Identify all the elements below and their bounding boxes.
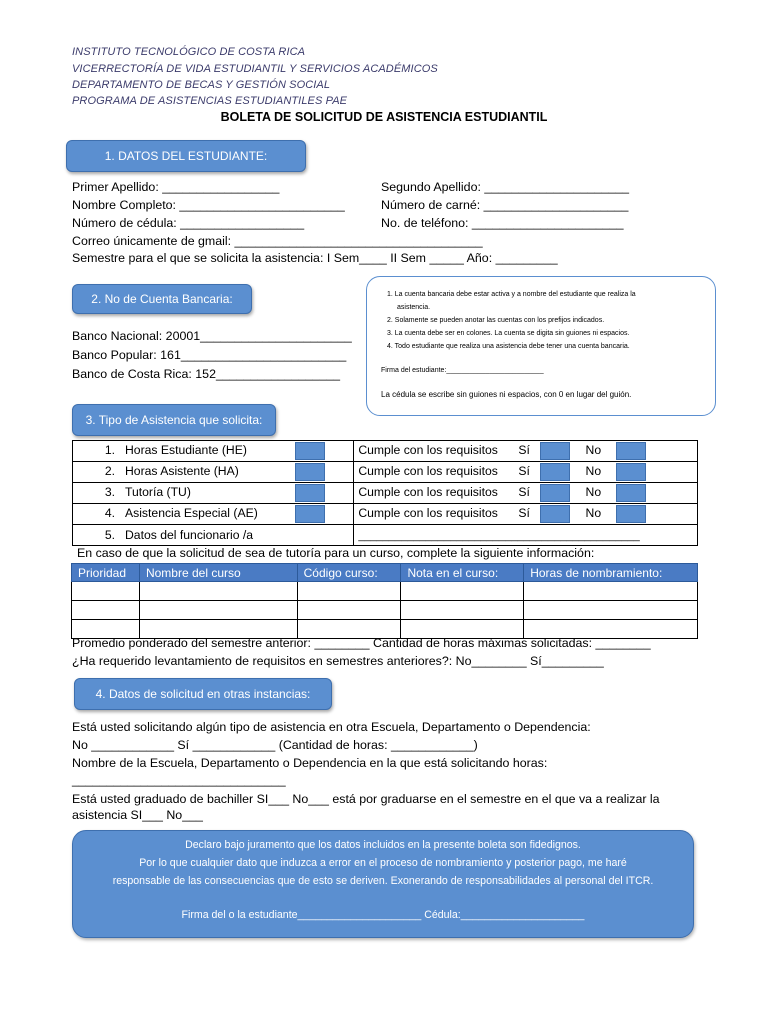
assistance-row xyxy=(73,462,698,483)
no-label: No xyxy=(585,506,602,521)
department-name: DEPARTAMENTO DE BECAS Y GESTIÓN SOCIAL xyxy=(72,79,331,91)
assistance-name: Asistencia Especial (AE) xyxy=(125,506,258,521)
assistance-type-cell xyxy=(73,462,354,483)
assistance-num: 4. xyxy=(104,506,115,521)
note-1: 1. La cuenta bancaria debe estar activa y a nombre del estudiante que realiza la xyxy=(387,291,636,298)
assistance-type-cell xyxy=(73,441,354,462)
si-checkbox[interactable] xyxy=(540,505,570,523)
no-label: No xyxy=(585,485,602,500)
course-cell[interactable] xyxy=(524,601,698,620)
assistance-row xyxy=(73,525,698,546)
si-checkbox[interactable] xyxy=(540,442,570,460)
si-label: Sí xyxy=(518,464,530,479)
firma-estudiante-field[interactable]: Firma del estudiante:_________________________ xyxy=(381,367,544,374)
course-cell[interactable] xyxy=(139,582,297,601)
declaration-line-2: Por lo que cualquier dato que induzca a error en el proceso de nombramiento y posterior pago, me haré xyxy=(139,857,627,869)
assistance-name: Horas Asistente (HA) xyxy=(125,464,239,479)
assistance-checkbox-he[interactable] xyxy=(295,442,325,460)
banco-costa-rica-field[interactable]: Banco de Costa Rica: 152__________________ xyxy=(72,367,340,381)
no-checkbox[interactable] xyxy=(616,442,646,460)
nombre-completo-field[interactable]: Nombre Completo: ________________________ xyxy=(72,198,345,212)
assistance-num: 1. xyxy=(104,443,115,458)
assistance-num: 2. xyxy=(104,464,115,479)
assistance-type-cell xyxy=(73,504,354,525)
semestre-field[interactable]: Semestre para el que se solicita la asistencia: I Sem____ II Sem _____ Año: _________ xyxy=(72,251,558,265)
no-checkbox[interactable] xyxy=(616,463,646,481)
assistance-checkbox-ae[interactable] xyxy=(295,505,325,523)
requirements-cell xyxy=(354,483,698,504)
declaration-line-1: Declaro bajo juramento que los datos incluidos en la presente boleta son fidedignos. xyxy=(185,839,581,851)
levantamiento-field[interactable]: ¿Ha requerido levantamiento de requisitos en semestres anteriores?: No________ Sí_________ xyxy=(72,654,604,668)
si-label: Sí xyxy=(518,506,530,521)
assistance-checkbox-tu[interactable] xyxy=(295,484,325,502)
no-checkbox[interactable] xyxy=(616,484,646,502)
course-cell[interactable] xyxy=(401,601,524,620)
assistance-checkbox-ha[interactable] xyxy=(295,463,325,481)
note-3: 3. La cuenta debe ser en colones. La cuenta se digita sin guiones ni espacios. xyxy=(387,330,630,337)
si-checkbox[interactable] xyxy=(540,484,570,502)
otra-asistencia-question: Está usted solicitando algún tipo de asistencia en otra Escuela, Departamento o Dependencia: xyxy=(72,720,591,734)
bachiller-question[interactable]: Está usted graduado de bachiller SI___ No___ está por graduarse en el semestre en el que va a realizar la xyxy=(72,792,660,806)
cumple-label: Cumple con los requisitos xyxy=(358,443,498,458)
funcionario-line: ______________________________________________ xyxy=(358,530,640,542)
section-2-label: 2. No de Cuenta Bancaria: xyxy=(91,292,233,306)
otra-asistencia-options[interactable]: No ____________ Sí ____________ (Cantidad de horas: ____________) xyxy=(72,738,478,752)
section-1-header xyxy=(66,140,306,172)
assistance-type-cell xyxy=(73,525,354,546)
cumple-label: Cumple con los requisitos xyxy=(358,485,498,500)
assistance-name: Horas Estudiante (HE) xyxy=(125,443,247,458)
course-header-row xyxy=(72,564,698,582)
requirements-cell xyxy=(354,504,698,525)
course-row xyxy=(72,582,698,601)
institution-name: INSTITUTO TECNOLÓGICO DE COSTA RICA xyxy=(72,46,306,58)
dependencia-question: Nombre de la Escuela, Departamento o Dependencia en la que está solicitando horas: xyxy=(72,756,548,770)
assistance-name: Datos del funcionario /a xyxy=(125,528,254,542)
document-title: BOLETA DE SOLICITUD DE ASISTENCIA ESTUDIANTIL xyxy=(220,110,548,124)
no-label: No xyxy=(585,443,602,458)
bachiller-question-cont[interactable]: asistencia SI___ No___ xyxy=(72,808,203,822)
assistance-row xyxy=(73,441,698,462)
cumple-label: Cumple con los requisitos xyxy=(358,506,498,521)
assistance-row xyxy=(73,504,698,525)
promedio-field[interactable]: Promedio ponderado del semestre anterior: ________ Cantidad de horas máximas solicitadas: ________ xyxy=(72,636,651,650)
numero-carne-field[interactable]: Número de carné: _____________________ xyxy=(381,198,629,212)
cedula-note: La cédula se escribe sin guiones ni espacios, con 0 en lugar del guión. xyxy=(381,390,632,399)
course-cell[interactable] xyxy=(72,601,140,620)
note-1-cont: asistencia. xyxy=(397,304,431,311)
course-header: Horas de nombramiento: xyxy=(524,564,698,582)
section-3-label: 3. Tipo de Asistencia que solicita: xyxy=(85,413,263,427)
assistance-type-table xyxy=(72,440,698,546)
section-2-header xyxy=(72,284,252,314)
primer-apellido-field[interactable]: Primer Apellido: _________________ xyxy=(72,180,280,194)
declaration-signature-field[interactable]: Firma del o la estudiante_____________________ Cédula:_____________________ xyxy=(181,909,585,921)
correo-field[interactable]: Correo únicamente de gmail: ____________________________________ xyxy=(72,234,483,248)
note-4: 4. Todo estudiante que realiza una asistencia debe tener una cuenta bancaria. xyxy=(387,343,630,350)
banco-nacional-field[interactable]: Banco Nacional: 20001______________________ xyxy=(72,329,352,343)
bank-notes-box xyxy=(366,276,716,416)
no-checkbox[interactable] xyxy=(616,505,646,523)
assistance-num: 3. xyxy=(104,485,115,500)
no-label: No xyxy=(585,464,602,479)
course-cell[interactable] xyxy=(139,601,297,620)
si-label: Sí xyxy=(518,485,530,500)
si-label: Sí xyxy=(518,443,530,458)
assistance-row xyxy=(73,483,698,504)
vicerrectoria-name: VICERRECTORÍA DE VIDA ESTUDIANTIL Y SERVICIOS ACADÉMICOS xyxy=(72,63,438,75)
segundo-apellido-field[interactable]: Segundo Apellido: _____________________ xyxy=(381,180,630,194)
note-2: 2. Solamente se pueden anotar las cuentas con los prefijos indicados. xyxy=(387,317,605,324)
course-cell[interactable] xyxy=(297,601,401,620)
numero-cedula-field[interactable]: Número de cédula: __________________ xyxy=(72,216,305,230)
course-cell[interactable] xyxy=(297,582,401,601)
assistance-name: Tutoría (TU) xyxy=(125,485,191,500)
funcionario-field[interactable] xyxy=(354,525,698,546)
course-header: Nombre del curso xyxy=(139,564,297,582)
section-4-header xyxy=(74,678,332,710)
section-1-label: 1. DATOS DEL ESTUDIANTE: xyxy=(104,149,268,163)
section-4-label: 4. Datos de solicitud en otras instancias: xyxy=(95,687,311,701)
banco-popular-field[interactable]: Banco Popular: 161________________________ xyxy=(72,348,347,362)
cumple-label: Cumple con los requisitos xyxy=(358,464,498,479)
course-table xyxy=(71,563,698,639)
si-checkbox[interactable] xyxy=(540,463,570,481)
requirements-cell xyxy=(354,462,698,483)
tutoria-note: En caso de que la solicitud de sea de tutoría para un curso, complete la siguiente información: xyxy=(77,546,595,560)
declaration-box xyxy=(72,830,694,938)
declaration-line-3: responsable de las consecuencias que de esto se deriven. Exonerando de responsabilidades al personal del ITCR. xyxy=(112,875,654,887)
requirements-cell xyxy=(354,441,698,462)
course-cell[interactable] xyxy=(524,582,698,601)
program-name: PROGRAMA DE ASISTENCIAS ESTUDIANTILES PAE xyxy=(72,95,348,107)
telefono-field[interactable]: No. de teléfono: ______________________ xyxy=(381,216,624,230)
assistance-type-cell xyxy=(73,483,354,504)
course-header: Código curso: xyxy=(297,564,401,582)
section-3-header xyxy=(72,404,276,436)
course-row xyxy=(72,601,698,620)
assistance-num: 5. xyxy=(104,528,115,542)
course-header: Nota en el curso: xyxy=(401,564,524,582)
course-header: Prioridad xyxy=(72,564,140,582)
course-cell[interactable] xyxy=(401,582,524,601)
dependencia-field[interactable]: _______________________________ xyxy=(72,773,286,787)
course-cell[interactable] xyxy=(72,582,140,601)
